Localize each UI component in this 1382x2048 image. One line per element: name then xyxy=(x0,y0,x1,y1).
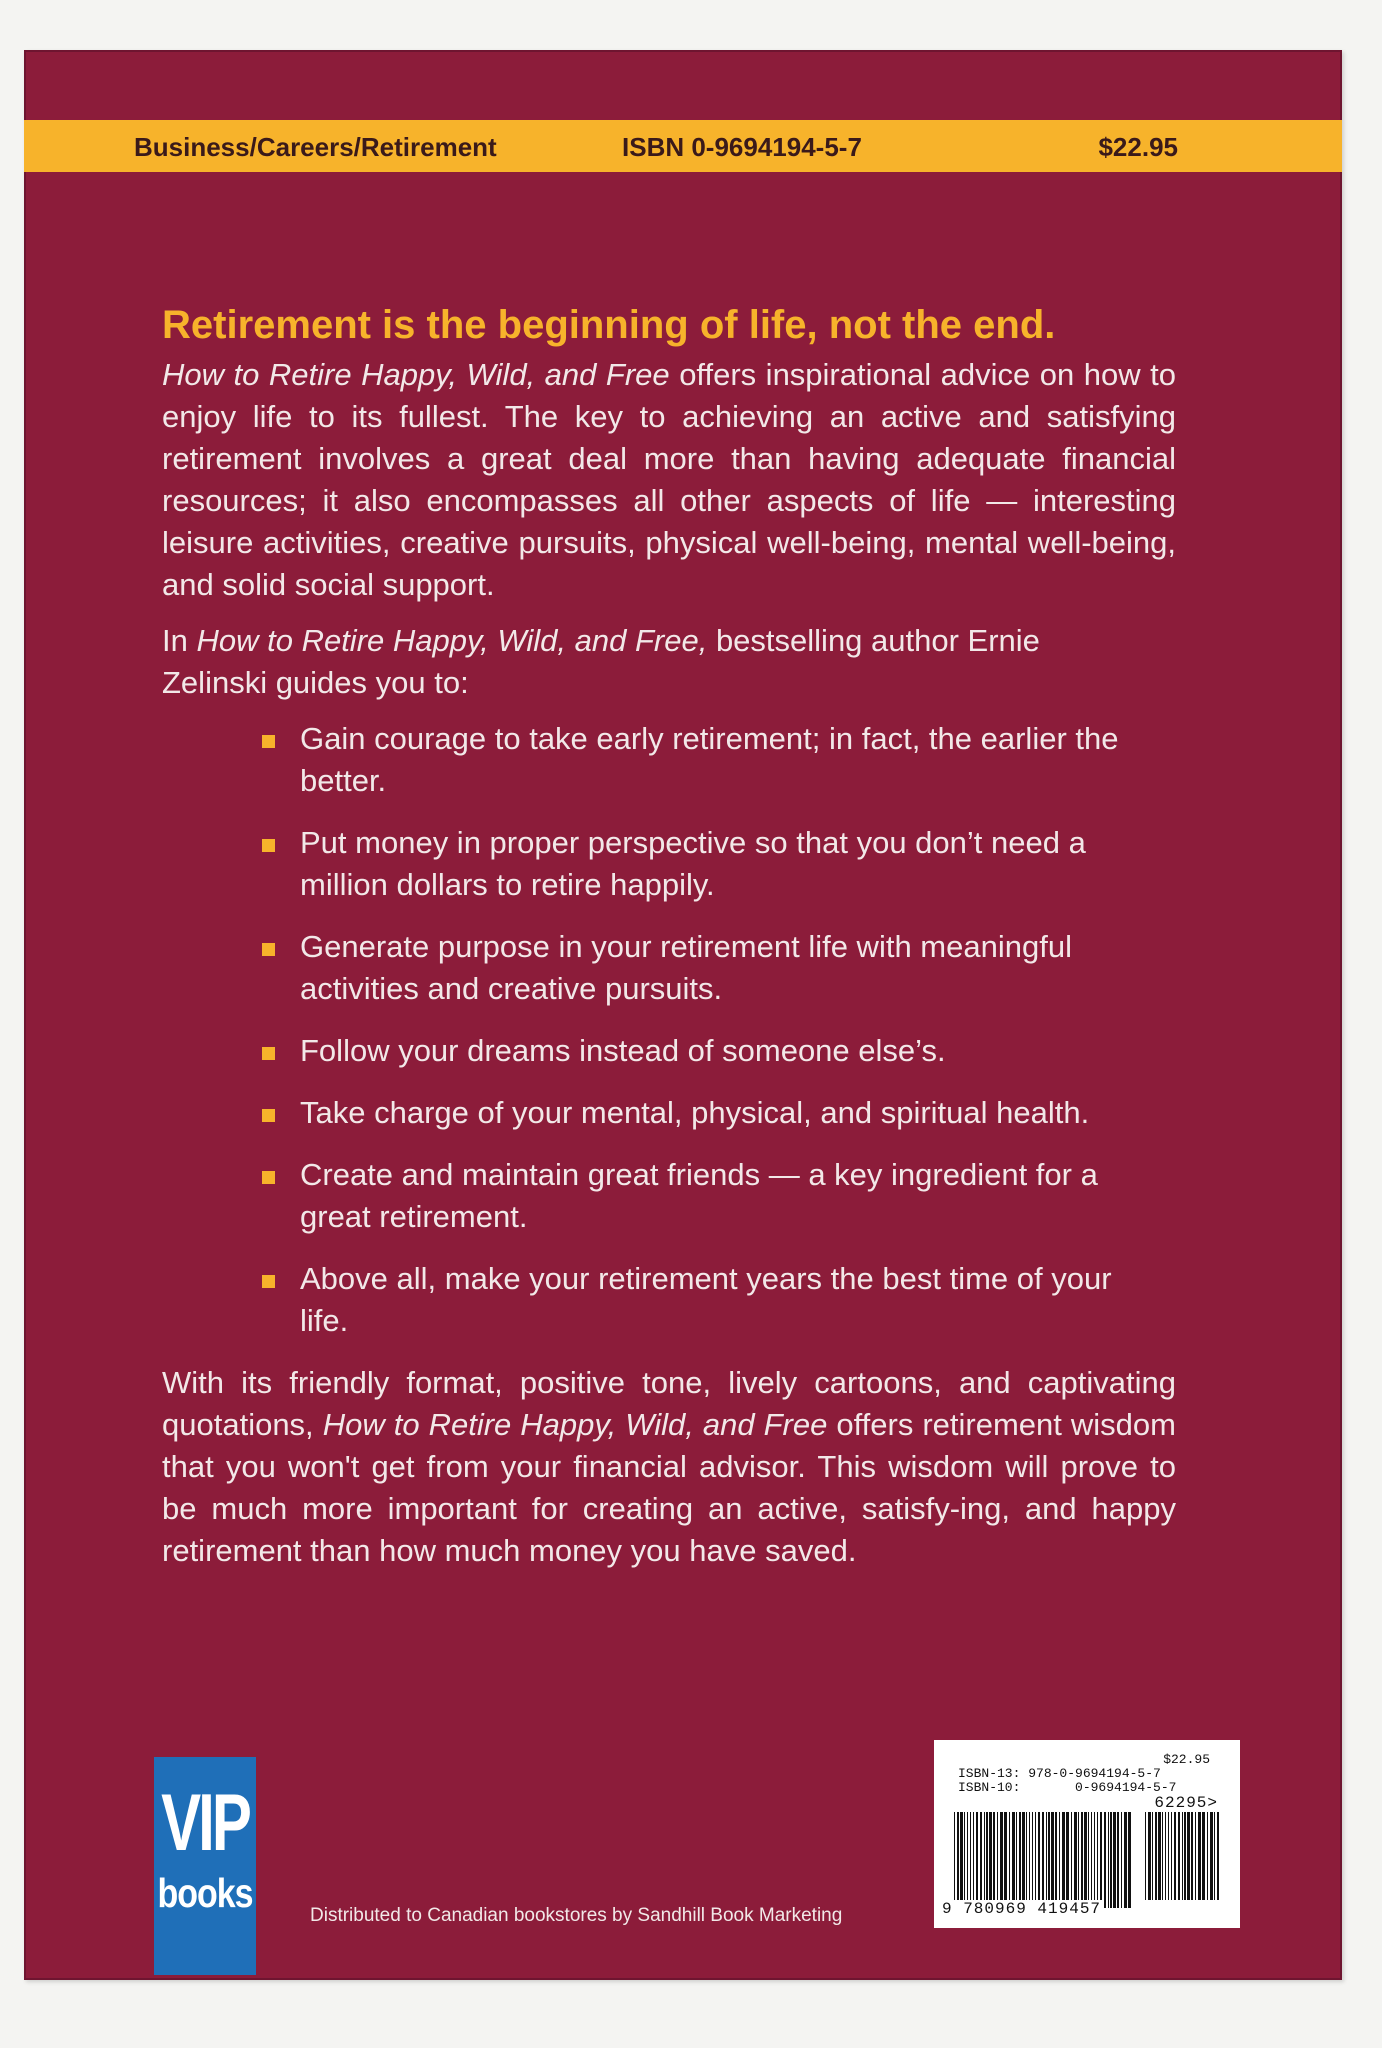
list-item xyxy=(262,1258,1122,1342)
list-item xyxy=(262,1092,1122,1134)
barcode-bar xyxy=(1051,1812,1054,1908)
barcode-bar xyxy=(1062,1812,1065,1908)
barcode-addon: 62295> xyxy=(1154,1794,1218,1812)
barcode-bar xyxy=(1145,1812,1146,1900)
barcode-bar xyxy=(960,1812,963,1908)
barcode-bar xyxy=(986,1812,988,1908)
square-bullet-icon xyxy=(262,1109,275,1122)
benefit-list xyxy=(162,718,1122,1342)
barcode-bar xyxy=(1110,1812,1112,1908)
publisher-logo xyxy=(154,1757,256,1975)
list-item-text: Put money in proper perspective so that you don’t need a million dollars to retire happily. xyxy=(300,825,1086,902)
barcode-bar xyxy=(1113,1812,1116,1908)
book-title-italic: How to Retire Happy, Wild, and Free xyxy=(322,1407,828,1442)
barcode-bar xyxy=(1117,1812,1119,1908)
barcode-bar xyxy=(1009,1812,1010,1908)
barcode-bar xyxy=(976,1812,978,1908)
barcode-bar xyxy=(993,1812,995,1908)
barcode-bar xyxy=(970,1812,971,1908)
book-title-italic: How to Retire Happy, Wild, and Free, xyxy=(196,623,708,658)
barcode-bar xyxy=(1046,1812,1047,1908)
barcode-bar xyxy=(997,1812,998,1908)
square-bullet-icon xyxy=(262,839,275,852)
barcode-bars xyxy=(954,1812,1224,1912)
barcode-price: $22.95 xyxy=(1163,1752,1210,1767)
barcode-bar xyxy=(1104,1812,1106,1908)
barcode-bar xyxy=(1042,1812,1044,1908)
barcode-bar xyxy=(957,1812,959,1908)
barcode-bar xyxy=(1178,1812,1180,1900)
closing-prefix: With its friendly format, positive tone, lively cartoons, and captivating quotations, xyxy=(162,1365,1176,1442)
barcode-bar xyxy=(1207,1812,1208,1900)
barcode-bar xyxy=(1155,1812,1157,1900)
square-bullet-icon xyxy=(262,1047,275,1060)
barcode-bar xyxy=(967,1812,968,1908)
list-item-text: Above all, make your retirement years the best time of your life. xyxy=(300,1261,1112,1338)
barcode-bar xyxy=(1066,1812,1069,1908)
barcode-bar xyxy=(1038,1812,1040,1908)
barcode-bar xyxy=(1165,1812,1166,1900)
list-item xyxy=(262,1030,1122,1072)
square-bullet-icon xyxy=(262,1275,275,1288)
barcode-bar xyxy=(1148,1812,1151,1900)
barcode-bar xyxy=(1184,1812,1186,1900)
list-item-text: Follow your dreams instead of someone else’s. xyxy=(300,1033,946,1068)
barcode-bar xyxy=(1158,1812,1161,1900)
barcode-bar xyxy=(1016,1812,1017,1908)
barcode-bar xyxy=(1217,1812,1219,1900)
barcode-bar xyxy=(1097,1812,1098,1908)
barcode-bar xyxy=(1078,1812,1079,1908)
square-bullet-icon xyxy=(262,1171,275,1184)
barcode-bar xyxy=(989,1812,992,1908)
barcode-bar xyxy=(1171,1812,1172,1900)
book-back-cover xyxy=(24,50,1342,1980)
barcode-bar xyxy=(1074,1812,1077,1908)
logo-vip-text: VIP xyxy=(161,1777,249,1868)
list-item-text: Create and maintain great friends — a key ingredient for a great retirement. xyxy=(300,1157,1098,1234)
barcode-isbn10: ISBN-10: 0-9694194-5-7 xyxy=(958,1780,1177,1795)
logo-books-text: books xyxy=(157,1871,253,1917)
barcode-bar xyxy=(1202,1812,1205,1900)
barcode-bar xyxy=(984,1812,985,1908)
barcode-bar xyxy=(1032,1812,1033,1908)
price-label: $22.95 xyxy=(1098,132,1178,162)
closing-text: offers retirement wisdom that you won't get from your financial advisor. This wisdom will prove to be much more important for creating an active, satisfy-ing, and happy retirement than how much money you have saved. xyxy=(162,1407,1176,1568)
top-info-band xyxy=(24,120,1342,172)
barcode-bar xyxy=(1128,1812,1131,1908)
barcode-bar xyxy=(980,1812,982,1908)
barcode-digits: 9 780969 419457 xyxy=(942,1900,1102,1918)
barcode-bar xyxy=(1019,1812,1021,1908)
distribution-note: Distributed to Canadian bookstores by Sandhill Book Marketing xyxy=(310,1905,843,1926)
barcode-bar xyxy=(1191,1812,1193,1900)
barcode-bar xyxy=(1055,1812,1057,1908)
intro-paragraph xyxy=(162,620,1092,704)
barcode-bar xyxy=(1108,1812,1109,1908)
barcode-bar xyxy=(973,1812,974,1908)
barcode-isbn13: ISBN-13: 978-0-9694194-5-7 xyxy=(958,1766,1161,1781)
barcode-bar xyxy=(1004,1812,1007,1908)
barcode-bar xyxy=(1174,1812,1176,1900)
barcode-bar xyxy=(1081,1812,1083,1908)
barcode-bar xyxy=(964,1812,965,1908)
barcode-bar xyxy=(1162,1812,1163,1900)
barcode-bar xyxy=(1012,1812,1015,1908)
barcode-bar xyxy=(1094,1812,1095,1908)
list-item-text: Gain courage to take early retirement; in fact, the earlier the better. xyxy=(300,721,1119,798)
barcode-panel xyxy=(934,1740,1240,1928)
barcode-bar xyxy=(1059,1812,1060,1908)
square-bullet-icon xyxy=(262,735,275,748)
barcode-bar xyxy=(1198,1812,1201,1900)
isbn-label: ISBN 0-9694194-5-7 xyxy=(622,132,862,162)
barcode-bar xyxy=(1022,1812,1025,1908)
closing-paragraph xyxy=(162,1362,1176,1572)
barcode-bar xyxy=(1000,1812,1003,1908)
list-item-text: Generate purpose in your retirement life with meaningful activities and creative pursuits. xyxy=(300,929,1072,1006)
barcode-bar xyxy=(1121,1812,1122,1908)
barcode-bar xyxy=(1214,1812,1215,1900)
barcode-bar xyxy=(1088,1812,1089,1908)
barcode-bar xyxy=(1048,1812,1050,1908)
barcode-bar xyxy=(1195,1812,1196,1900)
headline: Retirement is the beginning of life, not the end. xyxy=(162,303,1056,347)
barcode-bar xyxy=(1100,1812,1102,1908)
barcode-bar xyxy=(1035,1812,1036,1908)
description-paragraph xyxy=(162,354,1176,606)
blurb-content xyxy=(162,300,1176,1586)
barcode-bar xyxy=(1168,1812,1169,1900)
list-item xyxy=(262,718,1122,802)
barcode-bar xyxy=(1084,1812,1087,1908)
barcode-bar xyxy=(1187,1812,1190,1900)
barcode-bar xyxy=(1210,1812,1213,1900)
intro-prefix: In xyxy=(162,623,197,658)
barcode-bar xyxy=(1071,1812,1072,1908)
list-item xyxy=(262,926,1122,1010)
barcode-bar xyxy=(1029,1812,1030,1908)
intro-text: bestselling author Ernie Zelinski guides you to: xyxy=(162,623,1040,700)
description-text: offers inspirational advice on how to enjoy life to its fullest. The key to achieving an active and satisfying retirement involves a great deal more than having adequate financial resources; it also encompasses all other aspects of life — interesting leisure activities, creative pursuits, physical well-being, mental well-being, and solid social support. xyxy=(162,357,1176,602)
barcode-bar xyxy=(1124,1812,1127,1908)
category-label: Business/Careers/Retirement xyxy=(134,132,497,162)
list-item xyxy=(262,1154,1122,1238)
barcode-bar xyxy=(1026,1812,1027,1908)
barcode-bar xyxy=(1091,1812,1092,1908)
list-item-text: Take charge of your mental, physical, and spiritual health. xyxy=(300,1095,1090,1130)
barcode-bar xyxy=(954,1812,955,1908)
square-bullet-icon xyxy=(262,943,275,956)
book-title-italic: How to Retire Happy, Wild, and Free xyxy=(162,357,670,392)
list-item xyxy=(262,822,1122,906)
barcode-bar xyxy=(1152,1812,1153,1900)
barcode-bar xyxy=(1182,1812,1183,1900)
